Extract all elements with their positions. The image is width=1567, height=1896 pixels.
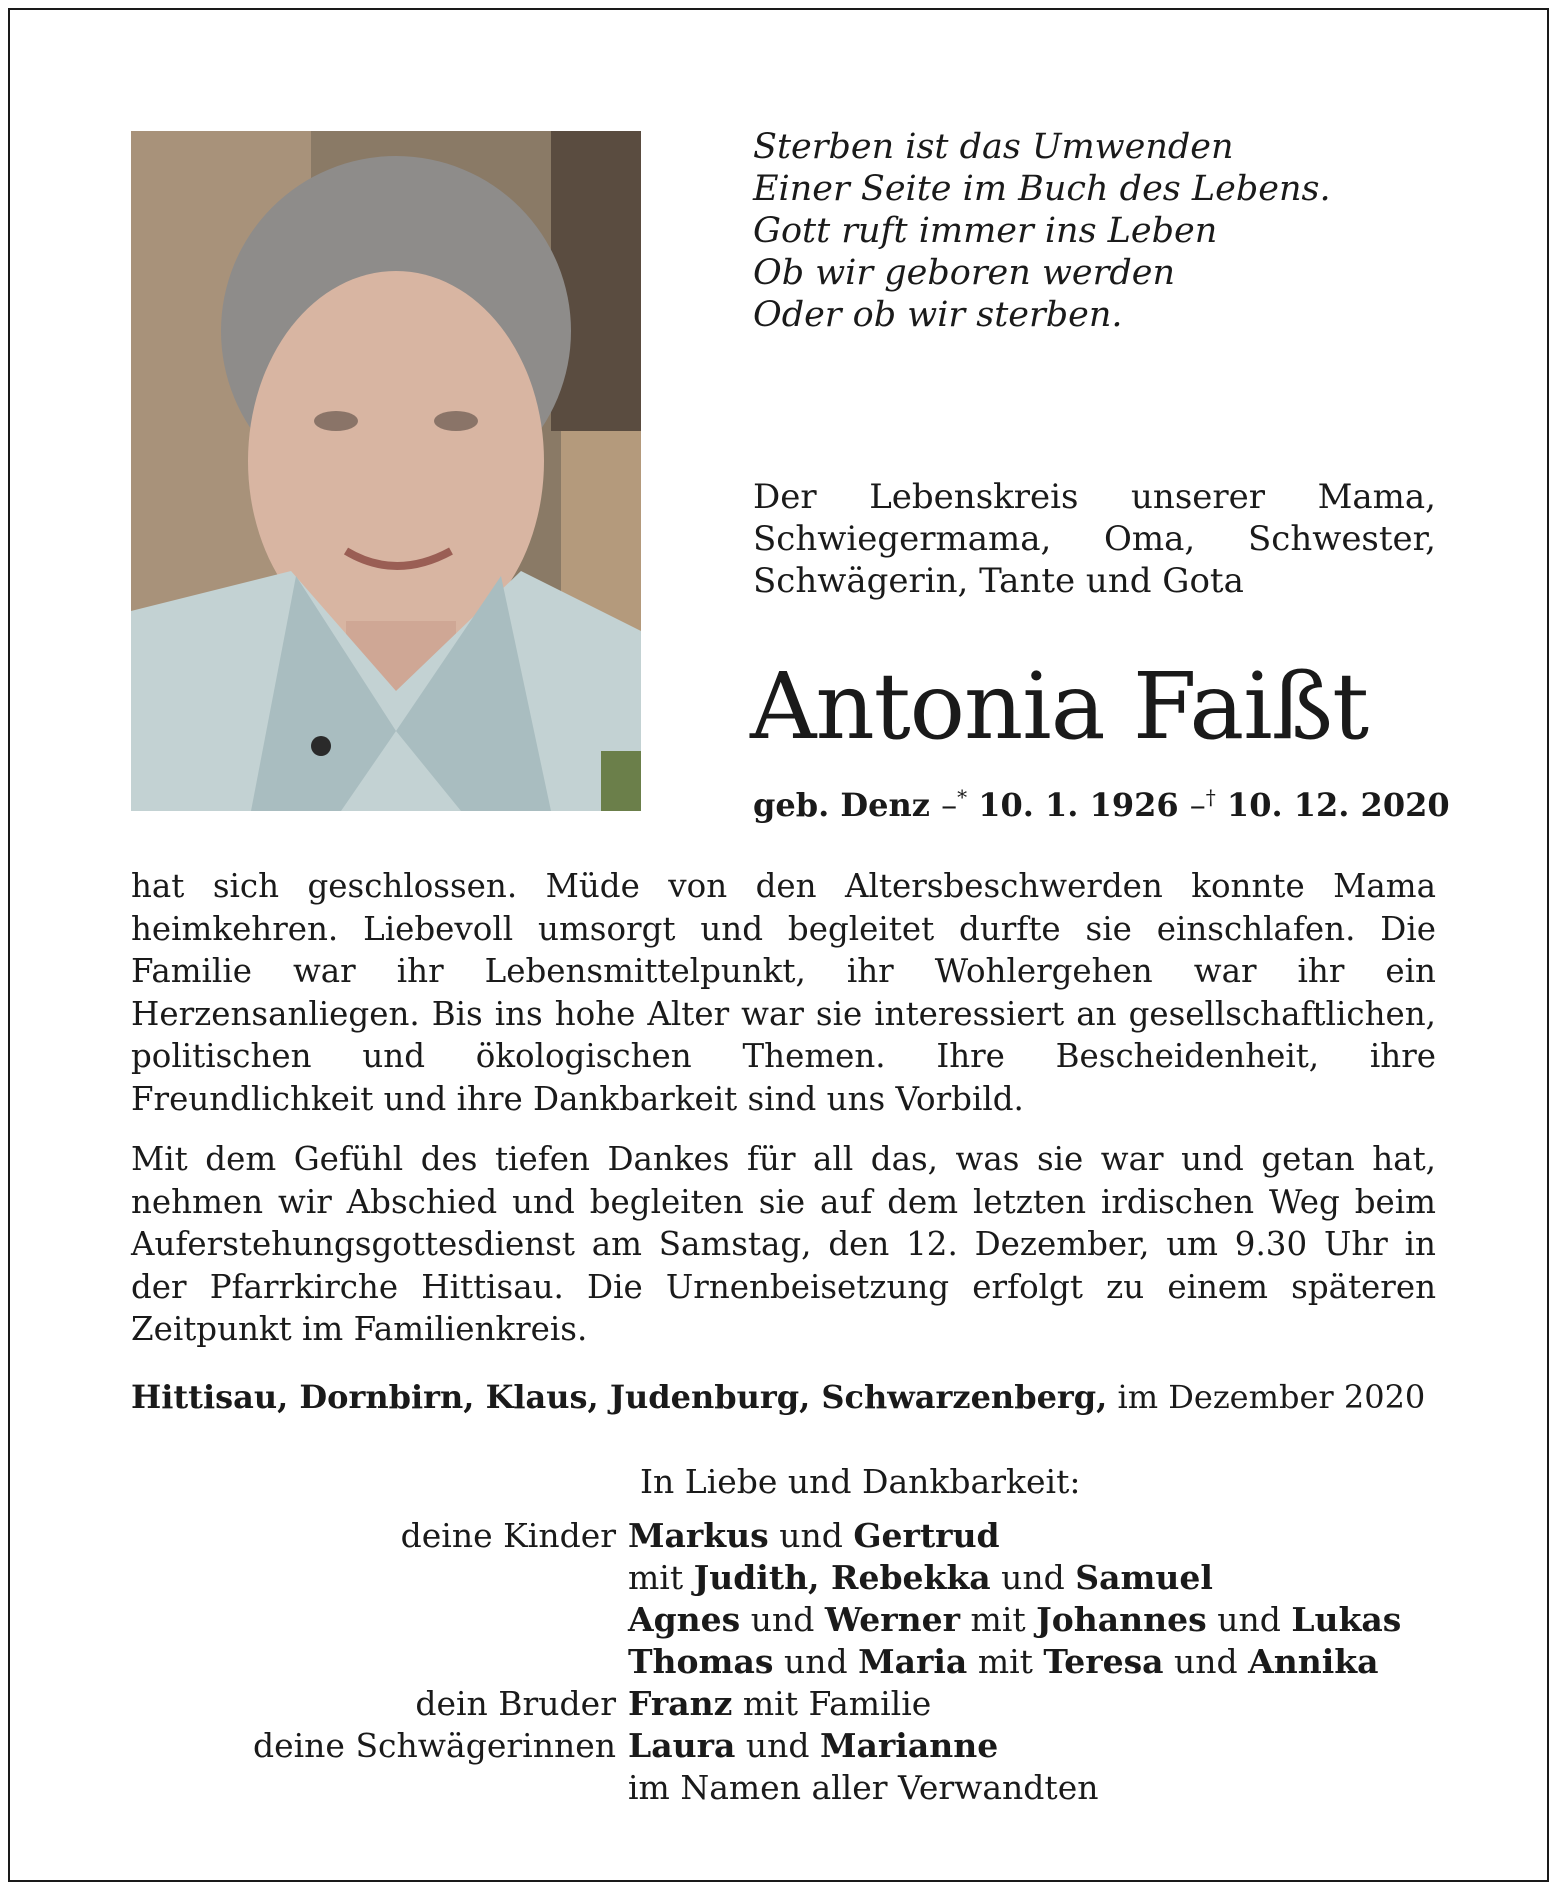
person-name: Samuel (1075, 1558, 1213, 1597)
connector: mit (970, 1600, 1026, 1639)
person-name: Maria (858, 1642, 968, 1681)
connector: mit (628, 1558, 684, 1597)
person-name: Marianne (820, 1726, 999, 1765)
closing-line: im Namen aller Verwandten (628, 1768, 1099, 1807)
person-name: Thomas (628, 1642, 774, 1681)
connector: und (1174, 1642, 1238, 1681)
relation-label (131, 1641, 628, 1683)
family-row (131, 1767, 1451, 1809)
person-name: Johannes (1036, 1600, 1207, 1639)
family-row (131, 1641, 1451, 1683)
birth-symbol: * (957, 785, 968, 809)
family-row (131, 1557, 1451, 1599)
closing-heading: In Liebe und Dankbarkeit: (640, 1462, 1081, 1501)
person-name: Franz (628, 1684, 733, 1723)
place-towns: Hittisau, Dornbirn, Klaus, Judenburg, Schwarzenberg, (131, 1378, 1108, 1416)
portrait-illustration (131, 131, 641, 811)
person-name: Werner (824, 1600, 961, 1639)
relation-label: dein Bruder (415, 1684, 616, 1723)
body-text (131, 865, 1436, 1369)
intro-text: Der Lebenskreis unserer Mama, Schwiegermama, Oma, Schwester, Schwägerin, Tante und Gota (753, 477, 1436, 601)
family-names (628, 1641, 1379, 1683)
relation-label (131, 1767, 628, 1809)
relation-label: deine Kinder (400, 1516, 616, 1555)
connector: und (1001, 1558, 1065, 1597)
person-name: Markus (628, 1516, 769, 1555)
connector: und (1217, 1600, 1281, 1639)
person-name: Judith, Rebekka (693, 1558, 991, 1597)
relation-label (131, 1557, 628, 1599)
family-list (131, 1515, 1451, 1809)
place-and-date (131, 1375, 1451, 1419)
family-names (628, 1683, 931, 1725)
person-name: Agnes (628, 1600, 741, 1639)
person-name: Teresa (1043, 1642, 1164, 1681)
poem-line: Einer Seite im Buch des Lebens. (753, 169, 1331, 209)
birth-name: geb. Denz (753, 786, 930, 824)
family-names (628, 1725, 998, 1767)
family-names (628, 1515, 1000, 1557)
body-paragraph: Mit dem Gefühl des tiefen Dankes für all das, was sie war und getan hat, nehmen wir Abschied und begleiten sie auf dem letzten irdischen Weg beim Auferstehungsgottesdienst am Samstag, den 12. Dezember, um 9.30 Uhr in der Pfarrkirche Hittisau. Die Urnenbeisetzung erfolgt zu einem späteren Zeitpunkt im Familienkreis. (131, 1140, 1436, 1348)
relation-label (131, 1599, 628, 1641)
portrait-photo (131, 131, 641, 811)
poem (753, 126, 1453, 336)
family-row (131, 1683, 1451, 1725)
connector: und (779, 1516, 843, 1555)
person-name: Lukas (1291, 1600, 1402, 1639)
person-name: Annika (1248, 1642, 1379, 1681)
connector: und (750, 1600, 815, 1639)
dash: – (1189, 786, 1206, 824)
relation-label: deine Schwägerinnen (252, 1726, 616, 1765)
body-paragraph: hat sich geschlossen. Müde von den Altersbeschwerden konnte Mama heimkehren. Liebevoll umsorgt und begleitet durfte sie einschlafen. Die Familie war ihr Lebensmittelpunkt, ihr Wohlergehen war ihr ein Herzensanliegen. Bis ins hohe Alter war sie interessiert an gesellschaftlichen, politischen und ökologischen Themen. Ihre Bescheidenheit, ihre Freundlichkeit und ihre Dankbarkeit sind uns Vorbild. (131, 867, 1436, 1118)
place-date: im Dezember 2020 (1117, 1378, 1426, 1416)
connector: mit Familie (742, 1684, 932, 1723)
death-symbol: † (1205, 785, 1216, 809)
deceased-name: Antonia Faißt (750, 653, 1369, 760)
family-row (131, 1515, 1451, 1557)
birth-date: 10. 1. 1926 (978, 786, 1179, 824)
life-dates (753, 776, 1473, 826)
family-names (628, 1557, 1213, 1599)
person-name: Laura (628, 1726, 736, 1765)
connector: und (783, 1642, 848, 1681)
family-names (628, 1599, 1401, 1641)
poem-line: Gott ruft immer ins Leben (753, 211, 1218, 251)
death-date: 10. 12. 2020 (1226, 786, 1450, 824)
poem-line: Ob wir geboren werden (753, 253, 1175, 293)
person-name: Gertrud (853, 1516, 1000, 1555)
dash: – (941, 786, 958, 824)
poem-line: Oder ob wir sterben. (753, 295, 1123, 335)
family-row (131, 1725, 1451, 1767)
connector: mit (977, 1642, 1033, 1681)
connector: und (745, 1726, 810, 1765)
family-row (131, 1599, 1451, 1641)
poem-line: Sterben ist das Umwenden (753, 127, 1234, 167)
